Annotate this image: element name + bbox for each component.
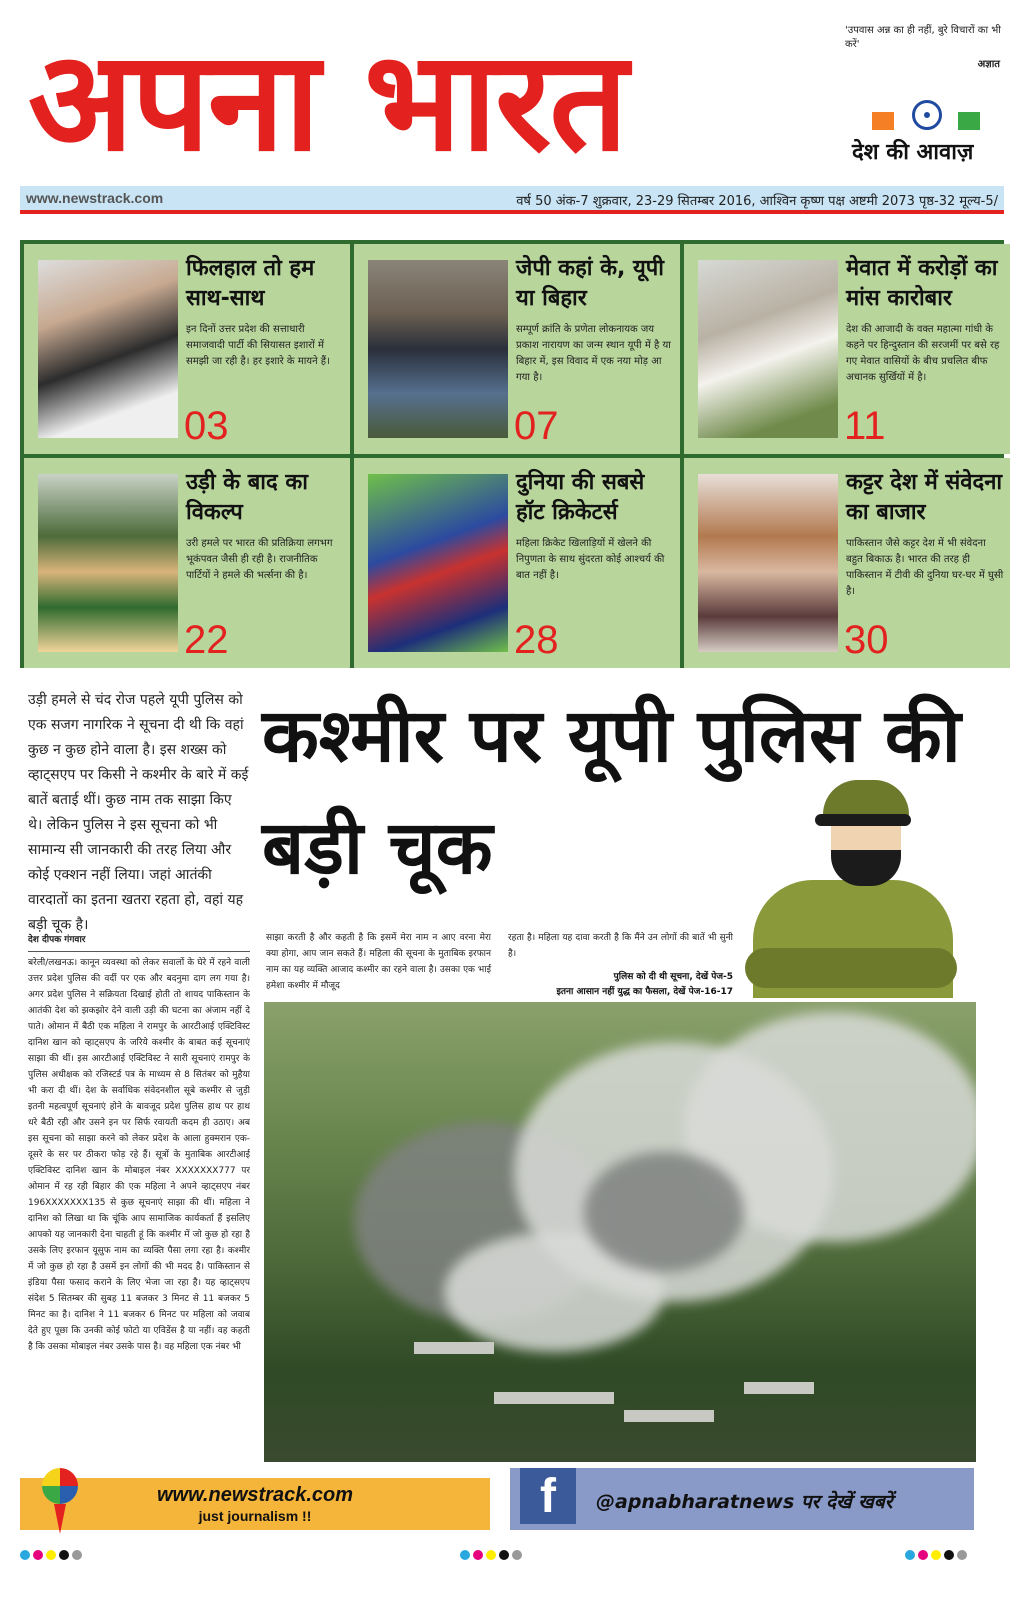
website-link[interactable]: www.newstrack.com (26, 190, 164, 206)
teaser-blurb: उरी हमले पर भारत की प्रतिक्रिया लगभग भूकंपवत जैसी ही रही है। राजनीतिक पार्टियों ने हमले की भर्त्सना की है। (186, 538, 333, 581)
teaser-grid (20, 240, 1004, 668)
teaser-page-number: 03 (184, 404, 229, 448)
teaser-card[interactable] (354, 458, 680, 668)
teaser-title: फिलहाल तो हम साथ-साथ (186, 256, 315, 311)
facebook-icon[interactable]: f (520, 1468, 576, 1524)
page-references (508, 970, 733, 1000)
issue-info-bar (20, 186, 1004, 214)
teaser-title: जेपी कहां के, यूपी या बिहार (516, 256, 664, 311)
masthead-quote: 'उपवास अन्न का ही नहीं, बुरे विचारों का भी करें' (845, 25, 1001, 50)
footer-website-banner[interactable] (20, 1478, 490, 1530)
article-column-2: साझा करती है और कहती है कि इसमें मेरा नाम न आए वरना मेरा क्या होगा, आप जान सकते हैं। महिला की सूचना के मुताबिक इरफान नाम का यह व्यक्ति आजाद कश्मीर का रहने वाला है। उसका एक भाई हमेशा कश्मीर में मौजूद (266, 933, 491, 991)
teaser-photo (38, 260, 178, 438)
article-column-1: बरेली/लखनऊ। कानून व्यवस्था को लेकर सवालों के घेरे में रहने वाली उत्तर प्रदेश पुलिस की वर्दी पर एक और बदनुमा दाग लग गया है। अगर प्रदेश पुलिस ने सक्रियता दिखाई होती तो शायद पाकिस्तान के आतंकी देश को झकझोर देने वाली उड़ी की घटना का अंजाम नहीं दे पाते। ओमान में बैठी एक महिला ने रामपुर के आरटीआई एक्टिविस्ट दानिश खान को व्हाट्सएप के जरिये कश्मीर के बाबत कई सूचनाएं साझा की थीं। इस आरटीआई एक्टिविस्ट ने सारी सूचनाएं रामपुर के पुलिस अधीक्षक को रजिस्टर्ड पत्र के माध्यम से 8 सितंबर को मुहैया भी करा दी थीं। देश के सर्वाधिक संवेदनशील सूबे कश्मीर से जुड़ी इतनी महत्वपूर्ण सूचनाएं होने के बावजूद प्रदेश पुलिस हाथ पर हाथ धरे बैठी रही और उसने इन पर सिर्फ रवायती कदम ही उठाए। अब इस सूचना को साझा करने को लेकर प्रदेश के आला हुक्मरान एक-दूसरे के सर पर ठीकरा फोड़ रहे हैं। सूत्रों के मुताबिक आरटीआई एक्टिविस्ट दानिश खान के मोबाइल नंबर XXXXXXX777 पर ओमान में रह रही बिहार की एक महिला ने अपने व्हाट्सएप नंबर 196XXXXXXX135 से कुछ सूचनाएं साझा की थीं। महिला ने दानिश को लिखा था कि चूंकि आप सामाजिक कार्यकर्ता हैं इसलिए आपको यह जानकारी देना चाहती हूं कि कश्मीर में जो कुछ हो रहा है उसके लिए इरफान यूसुफ नाम का व्यक्ति पैसा लगा रहा है। कश्मीर में जो कुछ हो रहा है उसमें इन लोगों की भी मदद है। पाकिस्तान से इंडिया पैसा फसाद कराने के लिए भेजा जा रहा है। यह व्हाट्सएप संदेश 5 सितम्बर की सुबह 11 बजकर 3 मिनट से 11 बजकर 5 मिनट का है। दानिश ने 11 बजकर 6 मिनट पर महिला को जवाब देते हुए पूछा कि उनकी कोई फोटो या एविडेंस है या नहीं। वह कहती है कि उसका मोबाइल नंबर उसके पास है। वह महिला एक नंबर भी (28, 958, 250, 1352)
masthead (20, 18, 1004, 183)
teaser-title: उड़ी के बाद का विकल्प (186, 470, 308, 525)
registration-dots (20, 1545, 85, 1555)
teaser-title: कट्टर देश में संवेदना का बाजार (846, 470, 1003, 525)
teaser-title: मेवात में करोड़ों का मांस कारोबार (846, 256, 998, 311)
teaser-photo (368, 474, 508, 652)
teaser-card[interactable] (24, 458, 350, 668)
teaser-blurb: महिला क्रिकेट खिलाड़ियों में खेलने की निपुणता के साथ सुंदरता कोई आश्चर्य की बात नहीं है। (516, 538, 665, 581)
teaser-blurb: पाकिस्तान जैसे कट्टर देश में भी संवेदना बहुत बिकाऊ है। भारत की तरह ही पाकिस्तान में टीवी की दुनिया घर-घर में घुसी है। (846, 538, 1004, 597)
teaser-card[interactable] (24, 244, 350, 454)
teaser-photo (368, 260, 508, 438)
issue-details: वर्ष 50 अंक-7 शुक्रवार, 23-29 सितम्बर 2016, आश्विन कृष्ण पक्ष अष्टमी 2073 पृष्ठ-32 मूल्य-5/ (516, 194, 998, 209)
lead-headline: कश्मीर पर यूपी पुलिस की बड़ी चूक (262, 693, 961, 891)
teaser-page-number: 28 (514, 618, 559, 662)
registration-dots (905, 1545, 970, 1555)
facebook-handle[interactable]: @apnabharatnews पर देखें खबरें (596, 1491, 893, 1513)
article-column-3: रहता है। महिला यह दावा करती है कि मैंने उन लोगों की बातें भी सुनी है। (508, 933, 733, 959)
lead-summary: उड़ी हमले से चंद रोज पहले यूपी पुलिस को एक सजग नागरिक ने सूचना दी थी कि वहां कुछ न कुछ होने वाला है। इस शख्स को व्हाट्सएप पर किसी ने कश्मीर के बारे में कई बातें बताई थीं। कुछ नाम तक साझा किए थे। लेकिन पुलिस ने इस सूचना को भी सामान्य सी जानकारी की तरह लिया और कोई एक्शन नहीं लिया। जहां आतंकी वारदातों का इतना खतरा रहता हो, वहां यह बड़ी चूक है। (28, 692, 249, 933)
page-ref-police[interactable]: पुलिस को दी थी सूचना, देखें पेज-5 (613, 972, 733, 982)
kashmir-smoke-photo (264, 1002, 976, 1462)
teaser-blurb: इन दिनों उत्तर प्रदेश की सत्ताधारी समाजवादी पार्टी की सियासत इशारों में समझी जा रही है। हर इशारे के मायने हैं। (186, 324, 330, 367)
police-officer-illustration (745, 780, 960, 998)
newspaper-logo: अपना भारत (28, 19, 627, 182)
footer-website[interactable]: www.newstrack.com (157, 1484, 353, 1506)
quote-author: अज्ञात (977, 59, 1000, 70)
teaser-photo (698, 474, 838, 652)
footer-motto: just journalism !! (198, 1508, 312, 1524)
teaser-card[interactable] (684, 244, 1010, 454)
teaser-title: दुनिया की सबसे हॉट क्रिकेटर्स (516, 470, 645, 525)
teaser-photo (698, 260, 838, 438)
teaser-photo (38, 474, 178, 652)
teaser-page-number: 11 (844, 404, 886, 448)
teaser-card[interactable] (354, 244, 680, 454)
teaser-page-number: 30 (844, 618, 889, 662)
teaser-page-number: 07 (514, 404, 559, 448)
masthead-tagline: देश की आवाज़ (852, 140, 974, 165)
teaser-card[interactable] (684, 458, 1010, 668)
teaser-blurb: सम्पूर्ण क्रांति के प्रणेता लोकनायक जय प्रकाश नारायण का जन्म स्थान यूपी में है या बिहार में, इस विवाद में एक नया मोड़ आ गया है। (516, 324, 671, 383)
registration-dots (460, 1545, 525, 1555)
flag-emblem-icon (872, 100, 982, 134)
footer-social-banner[interactable] (510, 1468, 974, 1530)
article-byline: देश दीपक गंगवार (28, 932, 250, 952)
teaser-blurb: देश की आजादी के वक्त महात्मा गांधी के कहने पर हिन्दुस्तान की सरजमीं पर बसे रह गए मेवात वासियों के बीच प्रचलित बीफ अचानक सुर्खियों में है। (846, 324, 1000, 383)
page-ref-war[interactable]: इतना आसान नहीं युद्ध का फैसला, देखें पेज-16-17 (556, 987, 733, 997)
teaser-page-number: 22 (184, 618, 229, 662)
